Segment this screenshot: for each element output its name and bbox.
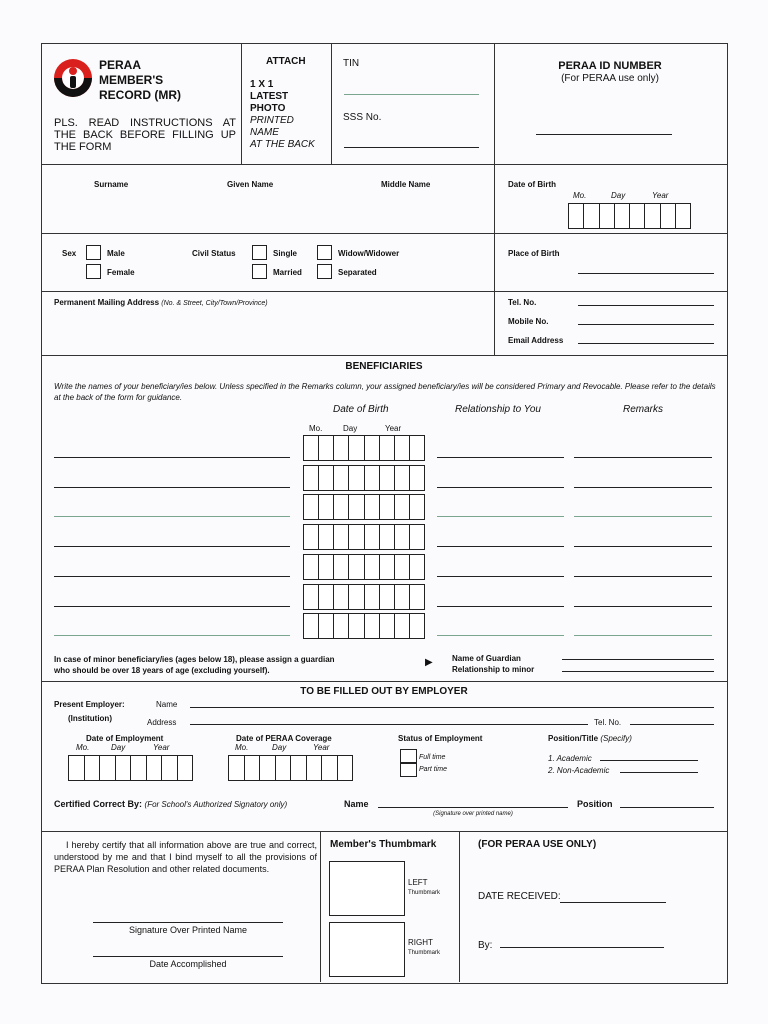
given-name-label: Given Name: [227, 180, 274, 189]
signature-label: Signature Over Printed Name: [128, 925, 248, 935]
male-label: Male: [107, 249, 125, 258]
dopc-year-label: Year: [313, 743, 330, 752]
guardian-relationship-label: Relationship to minor: [452, 665, 535, 674]
beneficiary-name-field[interactable]: [54, 635, 290, 636]
beneficiary-remarks-field[interactable]: [574, 576, 712, 577]
certifier-name-field[interactable]: [378, 807, 568, 808]
date-received-label: DATE RECEIVED:: [478, 891, 561, 902]
institution-label: (Institution): [68, 714, 112, 723]
beneficiary-relationship-field[interactable]: [437, 516, 564, 517]
tel-label: Tel. No.: [508, 298, 537, 307]
instructions-note: PLS. READ INSTRUCTIONS AT THE BACK BEFORE FILLING UP THE FORM: [54, 117, 236, 153]
beneficiary-dob-boxes[interactable]: [303, 494, 425, 520]
beneficiary-name-field[interactable]: [54, 606, 290, 607]
email-label: Email Address: [508, 336, 564, 345]
dob-day-label: Day: [611, 191, 626, 200]
dopc-label: Date of PERAA Coverage: [236, 734, 332, 743]
tin-field[interactable]: [344, 94, 479, 95]
dob-mo-label: Mo.: [573, 191, 587, 200]
ben-year-label: Year: [385, 424, 402, 433]
married-checkbox[interactable]: [252, 264, 267, 279]
employer-address-label: Address: [147, 718, 177, 727]
peraa-logo-icon: [52, 56, 94, 100]
beneficiary-relationship-field[interactable]: [437, 635, 564, 636]
right-thumb-label: RIGHT: [408, 938, 433, 947]
beneficiary-name-field[interactable]: [54, 487, 290, 488]
dopc-boxes[interactable]: [228, 755, 353, 781]
certifier-position-field[interactable]: [620, 807, 714, 808]
single-label: Single: [273, 249, 298, 258]
guardian-name-label: Name of Guardian: [452, 654, 521, 663]
certifier-name-label: Name: [344, 799, 369, 809]
beneficiary-relationship-field[interactable]: [437, 546, 564, 547]
beneficiary-relationship-field[interactable]: [437, 576, 564, 577]
tin-label: TIN: [343, 58, 360, 69]
non-academic-label: 2. Non-Academic: [548, 766, 610, 775]
ben-mo-label: Mo.: [309, 424, 323, 433]
civil-status-label: Civil Status: [192, 249, 236, 258]
attach-title: ATTACH: [266, 56, 306, 67]
email-field[interactable]: [578, 343, 714, 344]
received-by-label: By:: [478, 940, 493, 951]
dopc-mo-label: Mo.: [235, 743, 249, 752]
single-checkbox[interactable]: [252, 245, 267, 260]
employer-tel-field[interactable]: [630, 724, 714, 725]
dob-label: Date of Birth: [508, 180, 556, 189]
ben-day-label: Day: [343, 424, 358, 433]
beneficiary-dob-boxes[interactable]: [303, 435, 425, 461]
present-employer-label: Present Employer:: [54, 700, 125, 709]
beneficiary-name-field[interactable]: [54, 576, 290, 577]
beneficiary-relationship-field[interactable]: [437, 457, 564, 458]
pob-label: Place of Birth: [508, 249, 560, 258]
full-time-checkbox[interactable]: [400, 749, 417, 763]
beneficiary-remarks-field[interactable]: [574, 606, 712, 607]
ben-remarks-header: Remarks: [623, 404, 664, 415]
guardian-name-field[interactable]: [562, 659, 714, 660]
non-academic-field[interactable]: [620, 772, 698, 773]
male-checkbox[interactable]: [86, 245, 101, 260]
beneficiary-dob-boxes[interactable]: [303, 613, 425, 639]
sex-label: Sex: [62, 249, 77, 258]
beneficiaries-instructions: Write the names of your beneficiary/ies below. Unless specified in the Remarks column, your assigned beneficiary/ies will be considered Primary and Revocable. Please refer to the details at the back of the form for guidance.: [54, 382, 716, 402]
date-accomplished-field[interactable]: [93, 956, 283, 957]
dob-year-label: Year: [652, 191, 669, 200]
beneficiary-relationship-field[interactable]: [437, 606, 564, 607]
position-title-label: Position/Title (Specify): [548, 734, 632, 743]
beneficiary-remarks-field[interactable]: [574, 546, 712, 547]
org-title: PERAA MEMBER'S RECORD (MR): [99, 58, 181, 102]
member-signature-field[interactable]: [93, 922, 283, 923]
widow-checkbox[interactable]: [317, 245, 332, 260]
female-checkbox[interactable]: [86, 264, 101, 279]
date-received-field[interactable]: [560, 902, 666, 903]
beneficiaries-title: BENEFICIARIES: [345, 361, 423, 372]
attach-photo-note: 1 X 1 LATEST PHOTO PRINTED NAME AT THE BACK: [250, 79, 315, 150]
dob-boxes[interactable]: [568, 203, 691, 229]
received-by-field[interactable]: [500, 947, 664, 948]
beneficiary-remarks-field[interactable]: [574, 516, 712, 517]
ben-relationship-header: Relationship to You: [455, 404, 541, 415]
employer-address-field[interactable]: [190, 724, 588, 725]
separated-label: Separated: [338, 268, 377, 277]
right-thumbmark-box[interactable]: [329, 922, 405, 977]
doe-day-label: Day: [111, 743, 126, 752]
beneficiary-dob-boxes[interactable]: [303, 524, 425, 550]
middle-name-label: Middle Name: [381, 180, 431, 189]
beneficiary-name-field[interactable]: [54, 516, 290, 517]
part-time-checkbox[interactable]: [400, 763, 417, 777]
female-label: Female: [107, 268, 135, 277]
guardian-relationship-field[interactable]: [562, 671, 714, 672]
arrow-right-icon: ▶: [425, 657, 433, 668]
sss-label: SSS No.: [343, 112, 382, 123]
doe-label: Date of Employment: [86, 734, 164, 743]
employer-tel-label: Tel. No.: [594, 718, 622, 727]
left-thumbmark-label: Thumbmark: [408, 890, 441, 896]
date-accomplished-label: Date Accomplished: [149, 959, 227, 969]
beneficiary-name-field[interactable]: [54, 546, 290, 547]
peraa-use-only-title: (FOR PERAA USE ONLY): [478, 839, 597, 850]
separated-checkbox[interactable]: [317, 264, 332, 279]
part-time-label: Part time: [419, 766, 448, 773]
certification-statement: I hereby certify that all information above are true and correct, understood by me and that I bind myself to all the provisions of PERAA Plan Resolution and other related documents.: [54, 840, 317, 874]
beneficiary-name-field[interactable]: [54, 457, 290, 458]
signature-hint: (Signature over printed name): [433, 811, 513, 817]
certified-correct-row: Certified Correct By: (For School's Authorized Signatory only): [54, 799, 288, 809]
beneficiary-remarks-field[interactable]: [574, 457, 712, 458]
left-thumbmark-box[interactable]: [329, 861, 405, 916]
mobile-field[interactable]: [578, 324, 714, 325]
mobile-label: Mobile No.: [508, 317, 549, 326]
beneficiary-remarks-field[interactable]: [574, 487, 712, 488]
tel-field[interactable]: [578, 305, 714, 306]
beneficiary-dob-boxes[interactable]: [303, 584, 425, 610]
widow-label: Widow/Widower: [338, 249, 400, 258]
doe-boxes[interactable]: [68, 755, 193, 781]
academic-field[interactable]: [600, 760, 698, 761]
thumbmark-title: Member's Thumbmark: [330, 839, 437, 850]
beneficiary-dob-boxes[interactable]: [303, 465, 425, 491]
beneficiary-remarks-field[interactable]: [574, 635, 712, 636]
minor-guardian-note: In case of minor beneficiary/ies (ages below 18), please assign a guardian who should be over 18 years of age (excluding yourself).: [54, 655, 335, 675]
beneficiary-dob-boxes[interactable]: [303, 554, 425, 580]
employer-name-label: Name: [156, 700, 178, 709]
married-label: Married: [273, 268, 302, 277]
doe-year-label: Year: [153, 743, 170, 752]
dopc-day-label: Day: [272, 743, 287, 752]
full-time-label: Full time: [419, 754, 446, 761]
peraa-id-title: PERAA ID NUMBER: [558, 60, 662, 72]
employer-name-field[interactable]: [190, 707, 714, 708]
employer-section-title: TO BE FILLED OUT BY EMPLOYER: [300, 686, 468, 697]
certifier-position-label: Position: [577, 799, 613, 809]
academic-label: 1. Academic: [548, 754, 592, 763]
ben-dob-header: Date of Birth: [333, 404, 389, 415]
pob-field[interactable]: [578, 273, 714, 274]
status-employment-label: Status of Employment: [398, 734, 483, 743]
doe-mo-label: Mo.: [76, 743, 90, 752]
peraa-id-subtitle: (For PERAA use only): [561, 73, 659, 84]
surname-label: Surname: [94, 180, 129, 189]
left-thumb-label: LEFT: [408, 878, 428, 887]
right-thumbmark-label: Thumbmark: [408, 950, 441, 956]
sss-field[interactable]: [344, 147, 479, 148]
peraa-id-field[interactable]: [536, 134, 672, 135]
beneficiary-relationship-field[interactable]: [437, 487, 564, 488]
address-label-row: Permanent Mailing Address (No. & Street, City/Town/Province): [54, 298, 268, 307]
